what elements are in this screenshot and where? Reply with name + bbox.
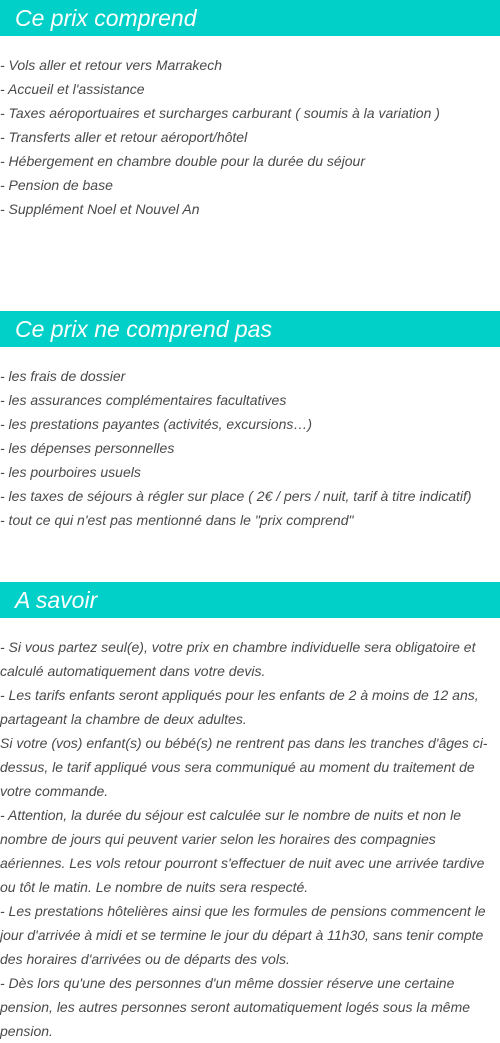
not-included-item: - les prestations payantes (activités, excursions…) [0, 416, 313, 432]
included-item: - Hébergement en chambre double pour la durée du séjour [0, 153, 366, 169]
good-to-know-item: Si votre (vos) enfant(s) ou bébé(s) ne rentrent pas dans les tranches d'âges ci-dessus, le tarif appliqué vous sera communiqué au moment du traitement de votre commande. [0, 735, 488, 799]
section-title-not-included: Ce prix ne comprend pas [0, 311, 500, 347]
good-to-know-item: - Les prestations hôtelières ainsi que les formules de pensions commencent le jour d'arrivée à midi et se termine le jour du départ à 11h30, sans tenir compte des horaires d'arrivées ou de départs des vols. [0, 903, 486, 967]
included-item: - Accueil et l'assistance [0, 81, 145, 97]
included-list [0, 53, 500, 221]
included-item: - Supplément Noel et Nouvel An [0, 201, 200, 217]
included-item: - Transferts aller et retour aéroport/hôtel [0, 129, 248, 145]
good-to-know-item: - Attention, la durée du séjour est calculée sur le nombre de nuits et non le nombre de jours qui peuvent varier selon les horaires des compagnies aériennes. Les vols retour pourront s'effectuer de nuit avec une arrivée tardive ou tôt le matin. Le nombre de nuits sera respecté. [0, 807, 485, 895]
included-item: - Taxes aéroportuaires et surcharges carburant ( soumis à la variation ) [0, 105, 440, 121]
not-included-item: - les frais de dossier [0, 368, 126, 384]
included-item: - Vols aller et retour vers Marrakech [0, 57, 222, 73]
not-included-item: - les taxes de séjours à régler sur place ( 2€ / pers / nuit, tarif à titre indicatif) [0, 488, 472, 504]
section-title-good-to-know: A savoir [0, 582, 500, 618]
good-to-know-item: - Les tarifs enfants seront appliqués pour les enfants de 2 à moins de 12 ans, partageant la chambre de deux adultes. [0, 687, 479, 727]
section-title-included: Ce prix comprend [0, 0, 500, 36]
not-included-item: - les pourboires usuels [0, 464, 141, 480]
good-to-know-item: - Dès lors qu'une des personnes d'un même dossier réserve une certaine pension, les autres personnes seront automatiquement logés sous la même pension. [0, 975, 471, 1039]
not-included-item: - les assurances complémentaires facultatives [0, 392, 287, 408]
not-included-list [0, 364, 500, 532]
not-included-item: - les dépenses personnelles [0, 440, 175, 456]
good-to-know-item: - Si vous partez seul(e), votre prix en chambre individuelle sera obligatoire et calculé automatiquement dans votre devis. [0, 639, 476, 679]
good-to-know-list [0, 635, 500, 1043]
included-item: - Pension de base [0, 177, 113, 193]
not-included-item: - tout ce qui n'est pas mentionné dans le "prix comprend" [0, 512, 354, 528]
